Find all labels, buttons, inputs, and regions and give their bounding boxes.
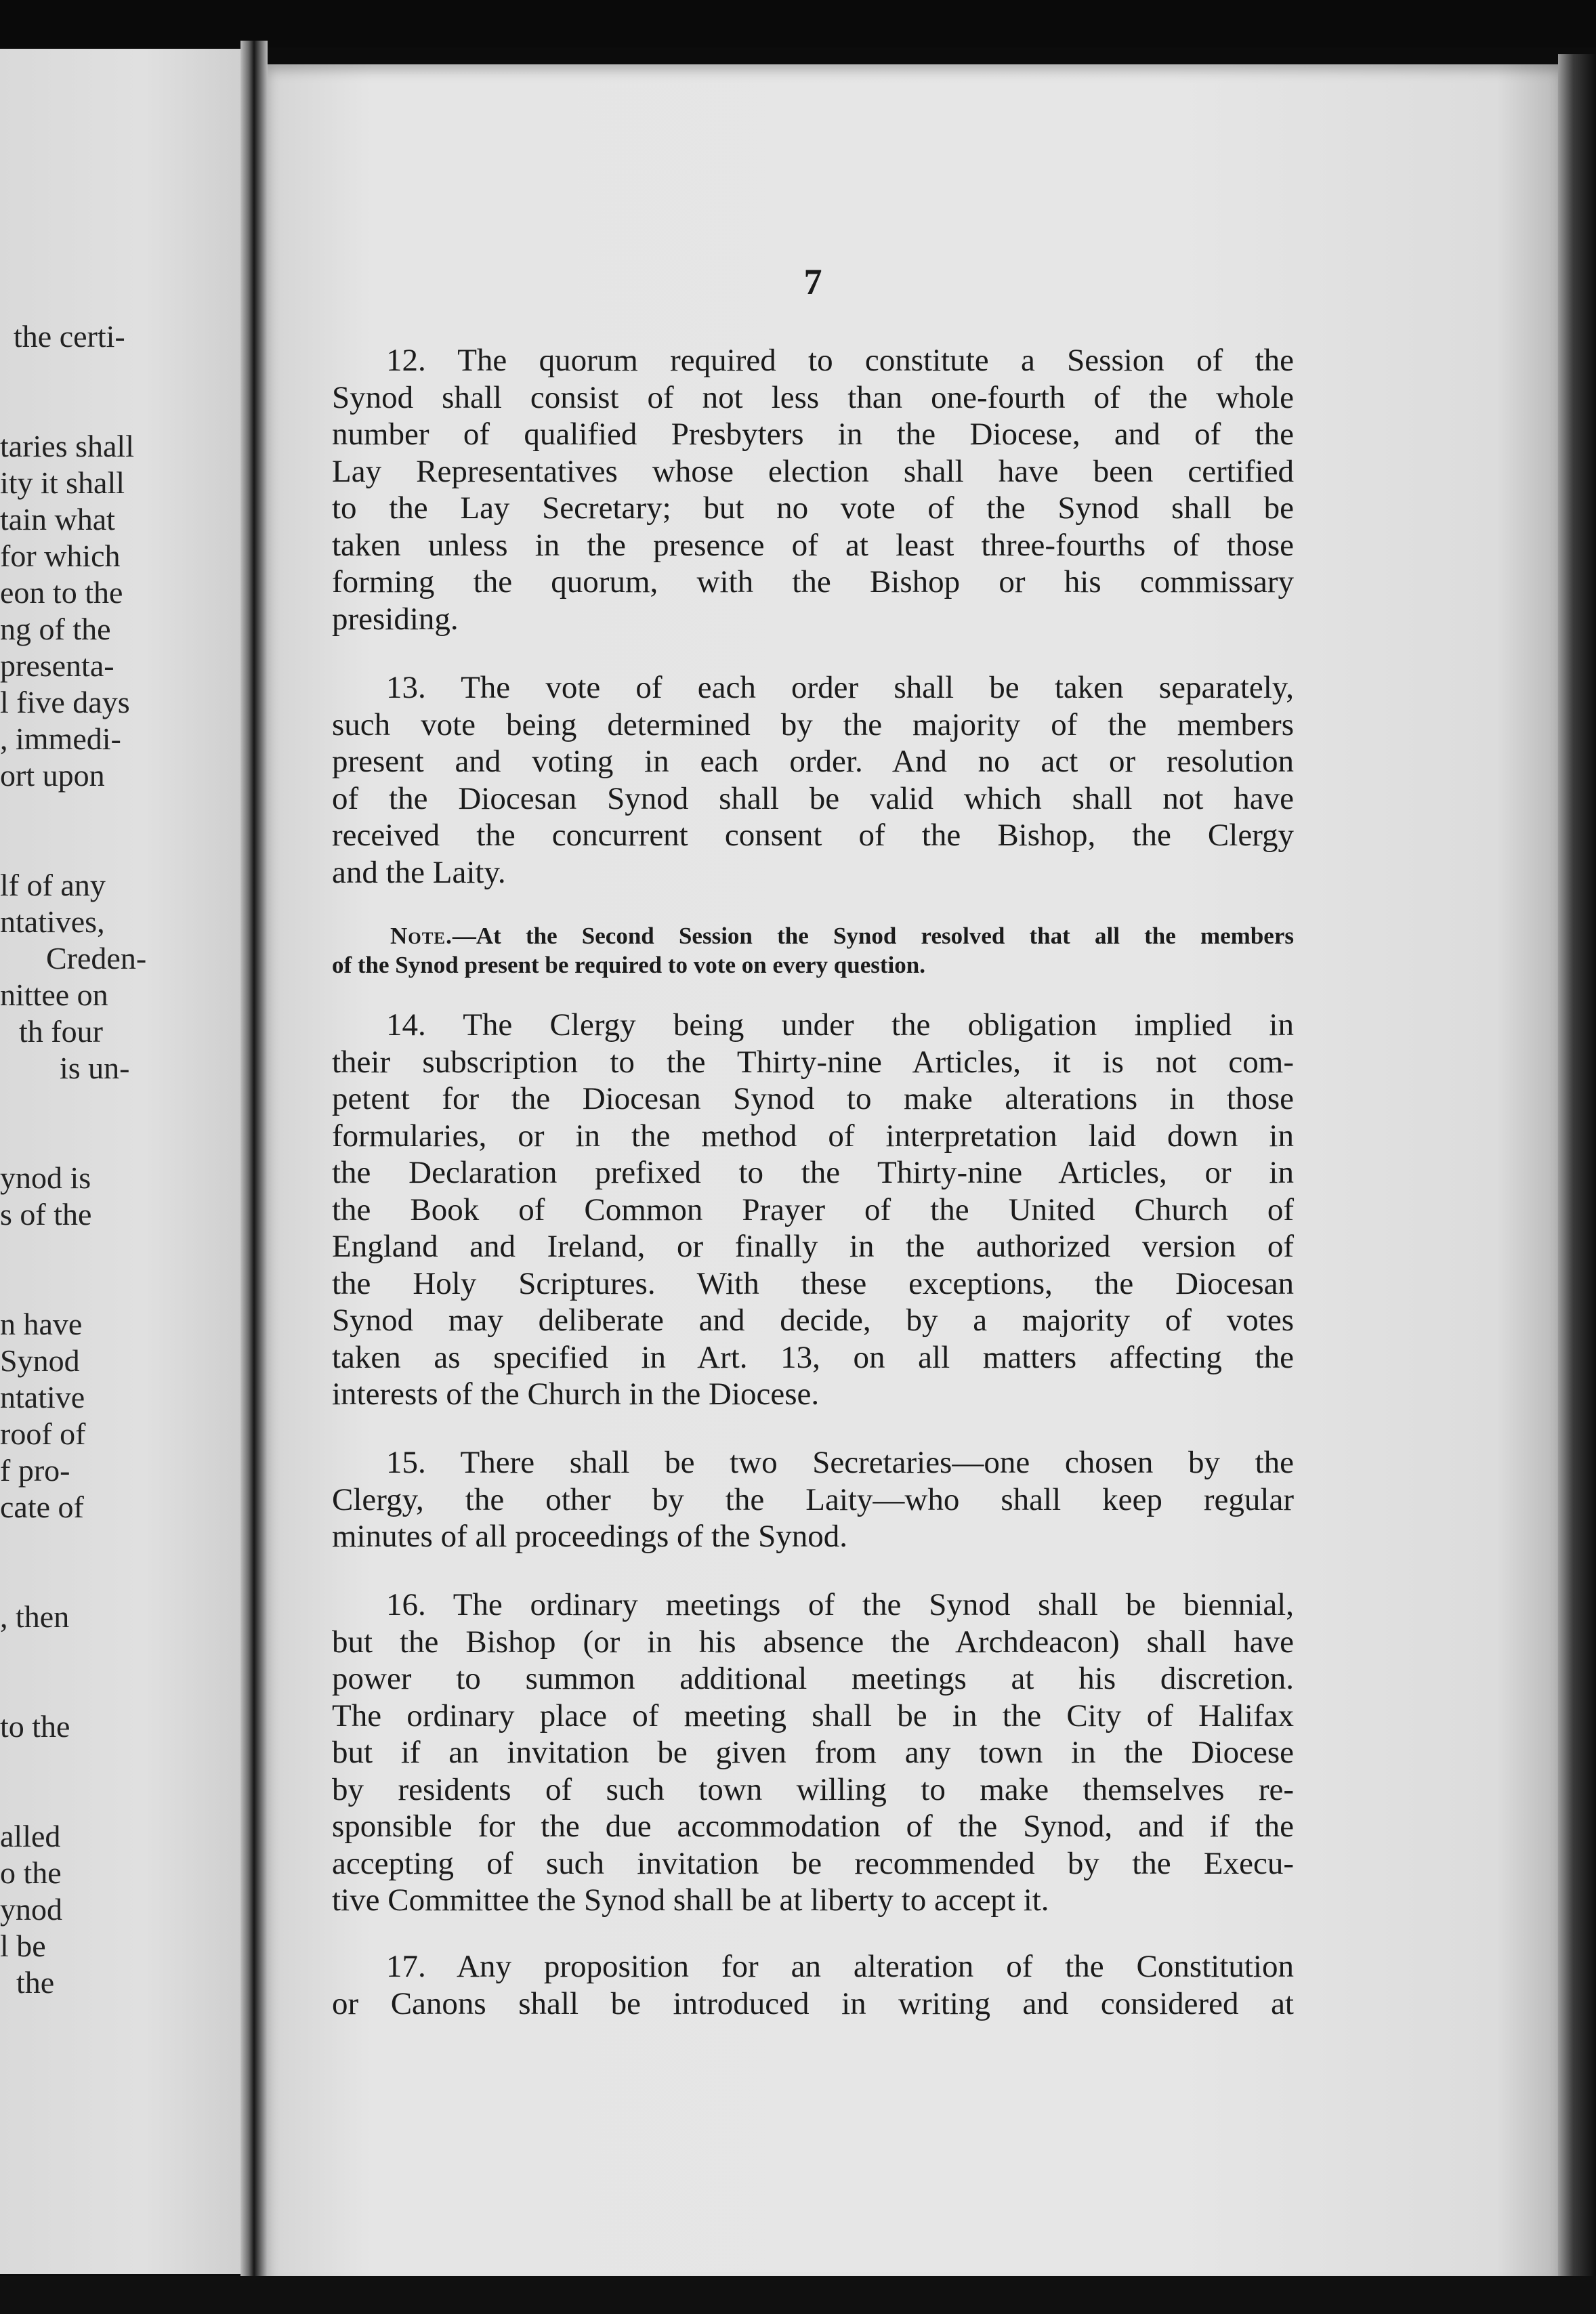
article-17 [332, 1948, 1294, 2022]
text-line: number of qualified Presbyters in the Diocese, and of the [332, 417, 1294, 452]
left-fragment-line: f pro- [0, 1453, 70, 1488]
text-line: Clergy, the other by the Laity—who shall keep regular [332, 1481, 1294, 1517]
left-fragment-line: ynod [0, 1892, 62, 1927]
text-line: Lay Representatives whose election shall have been certified [332, 453, 1294, 489]
text-line: forming the quorum, with the Bishop or his commissary [332, 564, 1294, 599]
text-line: petent for the Diocesan Synod to make alterations in those [332, 1081, 1294, 1116]
text-line: The ordinary place of meeting shall be in the City of Halifax [332, 1698, 1294, 1733]
left-fragment-line: Synod [0, 1343, 80, 1378]
note-lead: Note. [390, 923, 453, 949]
left-fragment-line: taries shall [0, 429, 134, 463]
text-line: such vote being determined by the majority of the members [332, 707, 1294, 742]
note-text: —At the Second Session the Synod resolved that all the members [452, 923, 1294, 949]
left-fragment-line: alled [0, 1819, 61, 1853]
text-line: minutes of all proceedings of the Synod. [332, 1519, 847, 1554]
article-13 [332, 669, 1294, 891]
left-fragment-line: ity it shall [0, 465, 125, 500]
left-fragment-line: l be [0, 1929, 46, 1963]
text-line: and the Laity. [332, 854, 506, 890]
left-fragment-line: roof of [0, 1416, 86, 1451]
text-line: the Declaration prefixed to the Thirty-nine Articles, or in [332, 1155, 1294, 1190]
left-fragment-line: , immedi- [0, 721, 121, 756]
note-block [332, 921, 1294, 980]
left-fragment-line: o the [0, 1855, 62, 1890]
left-fragment-line: ynod is [0, 1160, 91, 1195]
text-line: tive Committee the Synod shall be at liberty to accept it. [332, 1882, 1049, 1918]
left-fragment-line: the [16, 1965, 55, 2000]
text-line: to the Lay Secretary; but no vote of the Synod shall be [332, 490, 1294, 526]
page-number: 7 [803, 261, 822, 302]
article-15 [332, 1444, 1294, 1555]
text-line: 15. There shall be two Secretaries—one chosen by the [386, 1445, 1294, 1480]
left-fragment-line: ntative [0, 1380, 85, 1414]
text-line: England and Ireland, or finally in the authorized version of [332, 1229, 1294, 1264]
left-fragment-line: nittee on [0, 977, 108, 1012]
text-line: taken unless in the presence of at least three-fourths of those [332, 527, 1294, 563]
left-fragment-line: th four [19, 1014, 103, 1049]
left-fragment-line: lf of any [0, 868, 106, 902]
note-line-2: of the Synod present be required to vote on every question. [332, 952, 925, 978]
text-line: interests of the Church in the Diocese. [332, 1376, 820, 1412]
text-line: power to summon additional meetings at his discretion. [332, 1661, 1294, 1696]
text-line: taken as specified in Art. 13, on all matters affecting the [332, 1339, 1294, 1375]
article-12 [332, 342, 1294, 637]
left-fragment-line: n have [0, 1307, 83, 1341]
left-fragment-line: the certi- [14, 319, 125, 354]
left-fragment-line: is un- [60, 1051, 130, 1085]
left-fragment-line: to the [0, 1709, 70, 1744]
left-fragment-line: s of the [0, 1197, 92, 1232]
left-fragment-line: ort upon [0, 758, 105, 793]
article-16 [332, 1586, 1294, 1919]
text-line: or Canons shall be introduced in writing and considered at [332, 1985, 1294, 2021]
note-line-1 [332, 921, 1294, 950]
text-line: sponsible for the due accommodation of the Synod, and if the [332, 1809, 1294, 1844]
text-line: of the Diocesan Synod shall be valid which shall not have [332, 780, 1294, 816]
left-fragment-line: , then [0, 1599, 70, 1634]
text-line: but if an invitation be given from any town in the Diocese [332, 1735, 1294, 1770]
left-fragment-line: cate of [0, 1490, 84, 1524]
article-14 [332, 1007, 1294, 1413]
page-right-edge [1558, 54, 1596, 2290]
scan-top-border [0, 0, 1596, 47]
text-line: 13. The vote of each order shall be taken separately, [386, 670, 1294, 705]
text-line: accepting of such invitation be recommended by the Execu- [332, 1845, 1294, 1881]
text-line: the Holy Scriptures. With these exceptions, the Diocesan [332, 1265, 1294, 1301]
text-line: 16. The ordinary meetings of the Synod shall be biennial, [386, 1587, 1294, 1622]
left-fragment-line: l five days [0, 685, 130, 719]
text-line: Synod shall consist of not less than one-fourth of the whole [332, 379, 1294, 415]
left-fragment-line: for which [0, 539, 121, 573]
left-fragment-line: presenta- [0, 648, 114, 683]
text-line: present and voting in each order. And no act or resolution [332, 744, 1294, 779]
left-facing-page [0, 49, 240, 2274]
text-line: formularies, or in the method of interpretation laid down in [332, 1118, 1294, 1154]
text-line: received the concurrent consent of the Bishop, the Clergy [332, 818, 1294, 853]
text-line: 14. The Clergy being under the obligation implied in [386, 1007, 1294, 1043]
text-line: by residents of such town willing to make themselves re- [332, 1771, 1294, 1807]
book-gutter [240, 41, 268, 2296]
text-line: but the Bishop (or in his absence the Archdeacon) shall have [332, 1624, 1294, 1660]
scan-bottom-border [0, 2276, 1596, 2314]
left-fragment-line: eon to the [0, 575, 123, 610]
left-fragment-line: ntatives, [0, 904, 105, 939]
text-line: 17. Any proposition for an alteration of the Constitution [386, 1949, 1294, 1984]
text-line: their subscription to the Thirty-nine Articles, it is not com- [332, 1044, 1294, 1080]
text-line: Synod may deliberate and decide, by a majority of votes [332, 1303, 1294, 1338]
text-line: 12. The quorum required to constitute a Session of the [386, 343, 1294, 378]
left-fragment-line: ng of the [0, 612, 111, 646]
left-fragment-line: tain what [0, 502, 115, 537]
left-fragment-line: Creden- [46, 941, 147, 975]
text-line: presiding. [332, 601, 459, 637]
text-line: the Book of Common Prayer of the United Church of [332, 1192, 1294, 1227]
